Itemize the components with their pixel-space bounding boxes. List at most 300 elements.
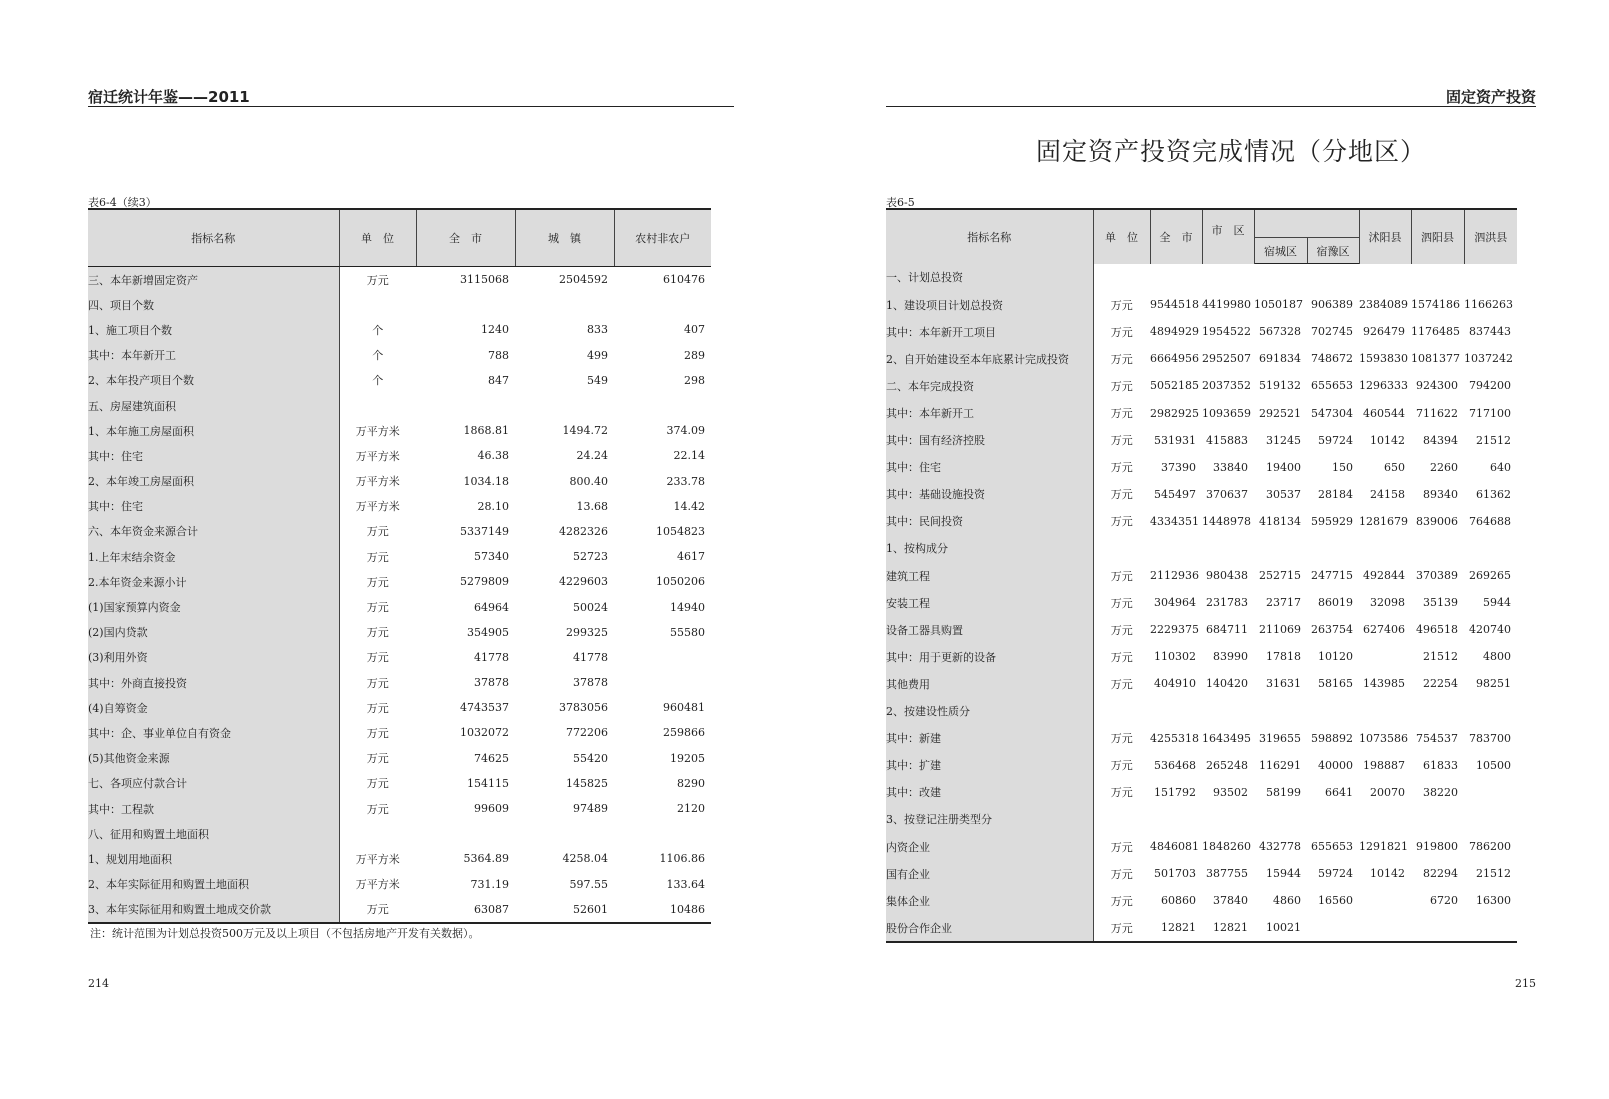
- cell-value: [1411, 535, 1464, 562]
- cell-value: [1464, 914, 1517, 942]
- table-row: [88, 746, 711, 771]
- row-unit: 万平方米: [355, 878, 400, 892]
- cell-value: 37878: [573, 676, 608, 690]
- cell-value: 35139: [1423, 596, 1458, 610]
- table-6-4-body: [88, 267, 711, 923]
- table-row: [88, 720, 711, 745]
- cell-value: 837443: [1469, 325, 1511, 339]
- cell-value: 1050187: [1254, 298, 1303, 312]
- cell-value: 12821: [1150, 914, 1202, 942]
- cell-value: 731.19: [470, 877, 509, 891]
- cell-value: 597.55: [569, 877, 608, 891]
- cell-value: 93502: [1213, 785, 1248, 799]
- cell-value: 2037352: [1202, 379, 1251, 393]
- cell-value: 2229375: [1150, 623, 1199, 637]
- cell-value: 89340: [1423, 487, 1458, 501]
- table-row: [886, 887, 1517, 914]
- cell-value: 640: [1490, 460, 1511, 474]
- cell-value: 595929: [1311, 514, 1353, 528]
- table-row: [88, 267, 711, 293]
- table-row: [886, 725, 1517, 752]
- row-label: 建筑工程: [886, 562, 1093, 589]
- cell-value: 52601: [515, 897, 614, 923]
- row-unit: 万元: [1110, 840, 1133, 854]
- row-label: (5)其他资金来源: [88, 746, 339, 771]
- cell-value: 1073586: [1359, 731, 1408, 745]
- table-row: [886, 264, 1517, 292]
- col-header-name: 指标名称: [886, 209, 1093, 264]
- cell-value: [1307, 264, 1359, 292]
- row-label: 四、项目个数: [88, 292, 339, 317]
- cell-value: [1202, 698, 1254, 725]
- cell-value: 627406: [1363, 623, 1405, 637]
- row-label: 其中：扩建: [886, 752, 1093, 779]
- row-unit: 万元: [1110, 786, 1133, 800]
- cell-value: [614, 821, 711, 846]
- cell-value: 31631: [1266, 677, 1301, 691]
- cell-value: 754537: [1416, 731, 1458, 745]
- cell-value: 140420: [1206, 677, 1248, 691]
- cell-value: 567328: [1259, 325, 1301, 339]
- row-unit: 万元: [1110, 867, 1133, 881]
- cell-value: 549: [587, 373, 608, 387]
- cell-value: 717100: [1469, 406, 1511, 420]
- cell-value: 1494.72: [562, 424, 608, 438]
- cell-value: 21512: [1476, 433, 1511, 447]
- cell-value: 63087: [416, 897, 515, 923]
- row-unit: 万元: [366, 273, 389, 287]
- cell-value: 98251: [1476, 677, 1511, 691]
- cell-value: [1411, 698, 1464, 725]
- cell-value: 418134: [1259, 514, 1301, 528]
- row-unit: 万元: [366, 752, 389, 766]
- cell-value: [1359, 806, 1411, 833]
- cell-value: [515, 821, 614, 846]
- cell-value: 61833: [1423, 758, 1458, 772]
- table-row: [886, 427, 1517, 454]
- cell-value: 247715: [1311, 569, 1353, 583]
- table-row: [88, 469, 711, 494]
- row-label: 二、本年完成投资: [886, 372, 1093, 399]
- table-row: [88, 343, 711, 368]
- cell-value: 97489: [573, 802, 608, 816]
- cell-value: [1464, 535, 1517, 562]
- cell-value: 28184: [1318, 487, 1353, 501]
- cell-value: [614, 645, 711, 670]
- yearbook-title: 宿迁统计年鉴——2011: [88, 88, 250, 106]
- cell-value: 4229603: [559, 575, 608, 589]
- row-label: 1、本年施工房屋面积: [88, 418, 339, 443]
- table-6-4: [88, 208, 711, 924]
- row-label: 1.上年末结余资金: [88, 544, 339, 569]
- row-unit: 万元: [1110, 325, 1133, 339]
- cell-value: 30537: [1266, 487, 1301, 501]
- row-unit: 万元: [366, 575, 389, 589]
- cell-value: 41778: [573, 650, 608, 664]
- table-row: [886, 562, 1517, 589]
- row-label: 3、按登记注册类型分: [886, 806, 1093, 833]
- cell-value: 58199: [1266, 785, 1301, 799]
- cell-value: [1307, 914, 1359, 942]
- page-number-left: 214: [88, 977, 109, 990]
- cell-value: 4860: [1273, 894, 1301, 908]
- row-label: 内资企业: [886, 833, 1093, 860]
- cell-value: 145825: [566, 776, 608, 790]
- table-row: [886, 508, 1517, 535]
- cell-value: [1150, 535, 1202, 562]
- cell-value: 1574186: [1411, 298, 1460, 312]
- cell-value: 31245: [1266, 433, 1301, 447]
- table-row: [886, 399, 1517, 426]
- row-unit: 万元: [1110, 650, 1133, 664]
- cell-value: 354905: [467, 625, 509, 639]
- cell-value: 16300: [1476, 894, 1511, 908]
- cell-value: 407: [684, 323, 705, 337]
- row-unit: [1093, 535, 1150, 562]
- row-label: 安装工程: [886, 589, 1093, 616]
- cell-value: 46.38: [477, 449, 509, 463]
- cell-value: 231783: [1206, 596, 1248, 610]
- cell-value: 499: [587, 348, 608, 362]
- row-unit: 万元: [366, 550, 389, 564]
- row-label: (4)自筹资金: [88, 695, 339, 720]
- cell-value: 21512: [1423, 650, 1458, 664]
- cell-value: 299325: [566, 625, 608, 639]
- page-number-right: 215: [1515, 977, 1536, 990]
- col-header-total: 全 市: [1150, 209, 1202, 264]
- cell-value: 980438: [1206, 569, 1248, 583]
- cell-value: 10021: [1254, 914, 1307, 942]
- table-header-row-1: [886, 209, 1517, 238]
- cell-value: 298: [684, 373, 705, 387]
- row-unit: 万平方米: [355, 449, 400, 463]
- left-page: [88, 0, 734, 1099]
- cell-value: 12821: [1202, 914, 1254, 942]
- cell-value: 547304: [1311, 406, 1353, 420]
- cell-value: 2260: [1430, 460, 1458, 474]
- row-label: 2、本年竣工房屋面积: [88, 469, 339, 494]
- cell-value: 1296333: [1359, 379, 1408, 393]
- row-unit: 万元: [366, 701, 389, 715]
- row-label: 其中：改建: [886, 779, 1093, 806]
- cell-value: 57340: [474, 550, 509, 564]
- cell-value: 198887: [1363, 758, 1405, 772]
- cell-value: 259866: [663, 726, 705, 740]
- row-unit: 万元: [1110, 379, 1133, 393]
- cell-value: 531931: [1154, 433, 1196, 447]
- right-page: [886, 0, 1536, 1099]
- table-row: [886, 643, 1517, 670]
- cell-value: [515, 292, 614, 317]
- cell-value: 5364.89: [463, 852, 509, 866]
- cell-value: 19205: [670, 751, 705, 765]
- row-unit: 万元: [366, 651, 389, 665]
- cell-value: 60860: [1161, 894, 1196, 908]
- cell-value: 10142: [1370, 867, 1405, 881]
- cell-value: 55420: [573, 751, 608, 765]
- table-row: [88, 494, 711, 519]
- cell-value: 2504592: [559, 273, 608, 287]
- cell-value: 41778: [474, 650, 509, 664]
- cell-value: 764688: [1469, 514, 1511, 528]
- table-row: [88, 796, 711, 821]
- cell-value: 2120: [677, 802, 705, 816]
- table-row: [886, 291, 1517, 318]
- table-note: 注：统计范围为计划总投资500万元及以上项目（不包括房地产开发有关数据）。: [90, 927, 480, 940]
- col-header-urban: 城 镇: [515, 209, 614, 267]
- cell-value: 4846081: [1150, 840, 1199, 854]
- row-unit: 万元: [1110, 298, 1133, 312]
- cell-value: 1643495: [1202, 731, 1251, 745]
- table-row: [886, 589, 1517, 616]
- cell-value: [1202, 806, 1254, 833]
- cell-value: 460544: [1363, 406, 1405, 420]
- table-row: [88, 544, 711, 569]
- cell-value: [1307, 535, 1359, 562]
- cell-value: [614, 670, 711, 695]
- cell-value: 9544518: [1150, 298, 1199, 312]
- table-6-5-body: [886, 264, 1517, 943]
- row-unit: 个: [372, 349, 384, 363]
- cell-value: 37840: [1213, 894, 1248, 908]
- cell-value: 1054823: [656, 524, 705, 538]
- cell-value: 906389: [1311, 298, 1353, 312]
- cell-value: 800.40: [569, 474, 608, 488]
- cell-value: 28.10: [477, 499, 509, 513]
- table-row: [886, 318, 1517, 345]
- cell-value: 143985: [1363, 677, 1405, 691]
- cell-value: 387755: [1206, 867, 1248, 881]
- cell-value: [1464, 779, 1517, 806]
- cell-value: 133.64: [666, 877, 705, 891]
- cell-value: 3115068: [460, 273, 509, 287]
- cell-value: [1359, 264, 1411, 292]
- cell-value: 655653: [1311, 840, 1353, 854]
- cell-value: 22.14: [673, 449, 705, 463]
- cell-value: 265248: [1206, 758, 1248, 772]
- row-unit: 个: [372, 323, 384, 337]
- row-label: 其中：本年新开工项目: [886, 318, 1093, 345]
- cell-value: 420740: [1469, 623, 1511, 637]
- cell-value: 370637: [1206, 487, 1248, 501]
- col-header-sihong: 泗洪县: [1464, 209, 1517, 264]
- cell-value: 37390: [1161, 460, 1196, 474]
- col-header-unit: 单 位: [339, 209, 416, 267]
- cell-value: 4617: [677, 550, 705, 564]
- cell-value: [1307, 806, 1359, 833]
- row-label: (1)国家预算内资金: [88, 594, 339, 619]
- cell-value: 37878: [474, 676, 509, 690]
- row-label: 1、按构成分: [886, 535, 1093, 562]
- cell-value: 10500: [1476, 758, 1511, 772]
- cell-value: [416, 393, 515, 418]
- row-unit: 万平方米: [355, 424, 400, 438]
- cell-value: 319655: [1259, 731, 1301, 745]
- cell-value: 960481: [663, 701, 705, 715]
- row-label: 八、征用和购置土地面积: [88, 821, 339, 846]
- cell-value: 370389: [1416, 569, 1458, 583]
- cell-value: [614, 292, 711, 317]
- table-row: [886, 752, 1517, 779]
- table-row: [886, 698, 1517, 725]
- cell-value: [416, 821, 515, 846]
- cell-value: 1868.81: [463, 424, 509, 438]
- cell-value: [1359, 698, 1411, 725]
- cell-value: 6664956: [1150, 352, 1199, 366]
- cell-value: 99609: [474, 802, 509, 816]
- col-header-urban-sub-spacer: [1254, 209, 1359, 238]
- cell-value: 847: [488, 373, 509, 387]
- row-label: 其中：本年新开工: [886, 399, 1093, 426]
- cell-value: 21512: [1476, 867, 1511, 881]
- cell-value: 4419980: [1202, 298, 1251, 312]
- row-unit: 万元: [339, 897, 416, 923]
- cell-value: [1307, 698, 1359, 725]
- row-label: 1、规划用地面积: [88, 846, 339, 871]
- cell-value: [1359, 535, 1411, 562]
- cell-value: 40000: [1318, 758, 1353, 772]
- row-label: 1、建设项目计划总投资: [886, 291, 1093, 318]
- cell-value: 501703: [1154, 867, 1196, 881]
- row-unit: 万元: [366, 601, 389, 615]
- table-row: [886, 372, 1517, 399]
- row-label: 五、房屋建筑面积: [88, 393, 339, 418]
- cell-value: [1411, 264, 1464, 292]
- col-header-sucheng: 宿城区: [1254, 238, 1307, 264]
- cell-value: 519132: [1259, 379, 1301, 393]
- cell-value: 4255318: [1150, 731, 1199, 745]
- cell-value: 6720: [1430, 894, 1458, 908]
- table-6-5: [886, 208, 1517, 943]
- cell-value: [1254, 698, 1307, 725]
- row-label: 3、本年实际征用和购置土地成交价款: [88, 897, 339, 923]
- cell-value: 545497: [1154, 487, 1196, 501]
- cell-value: 252715: [1259, 569, 1301, 583]
- row-label: 其中：本年新开工: [88, 343, 339, 368]
- table-row: [88, 443, 711, 468]
- row-label: 其中：用于更新的设备: [886, 643, 1093, 670]
- cell-value: 1081377: [1411, 352, 1460, 366]
- cell-value: [1150, 264, 1202, 292]
- col-header-total: 全 市: [416, 209, 515, 267]
- cell-value: 374.09: [666, 424, 705, 438]
- cell-value: 55580: [670, 625, 705, 639]
- cell-value: 20070: [1370, 785, 1405, 799]
- cell-value: 151792: [1154, 785, 1196, 799]
- running-head-left: [88, 84, 734, 107]
- table-row: [886, 454, 1517, 481]
- cell-value: 8290: [677, 776, 705, 790]
- row-unit: 万元: [366, 802, 389, 816]
- cell-value: 1954522: [1202, 325, 1251, 339]
- cell-value: 691834: [1259, 352, 1301, 366]
- cell-value: 788: [488, 348, 509, 362]
- cell-value: [1202, 264, 1254, 292]
- cell-value: 833: [587, 323, 608, 337]
- cell-value: 4258.04: [562, 852, 608, 866]
- cell-value: 415883: [1206, 433, 1248, 447]
- cell-value: 772206: [566, 726, 608, 740]
- row-unit: [339, 393, 416, 418]
- cell-value: 23717: [1266, 596, 1301, 610]
- cell-value: 655653: [1311, 379, 1353, 393]
- row-unit: 万元: [1110, 434, 1133, 448]
- row-unit: 万元: [366, 626, 389, 640]
- table-row: [88, 897, 711, 923]
- cell-value: [1150, 806, 1202, 833]
- row-unit: 万平方米: [355, 475, 400, 489]
- cell-value: 536468: [1154, 758, 1196, 772]
- cell-value: 1448978: [1202, 514, 1251, 528]
- cell-value: 4282326: [559, 524, 608, 538]
- table-row: [88, 670, 711, 695]
- col-header-siyang: 泗阳县: [1411, 209, 1464, 264]
- cell-value: 64964: [474, 600, 509, 614]
- cell-value: 269265: [1469, 569, 1511, 583]
- table-row: [88, 368, 711, 393]
- cell-value: 14940: [670, 600, 705, 614]
- cell-value: 5337149: [460, 524, 509, 538]
- table-row: [886, 833, 1517, 860]
- cell-value: 1037242: [1464, 352, 1513, 366]
- row-label: 一、计划总投资: [886, 264, 1093, 292]
- row-label: 2、本年实际征用和购置土地面积: [88, 872, 339, 897]
- table-row: [88, 846, 711, 871]
- table-row: [88, 519, 711, 544]
- row-label: 2.本年资金来源小计: [88, 569, 339, 594]
- table-row: [88, 393, 711, 418]
- row-label: 1、施工项目个数: [88, 317, 339, 342]
- cell-value: 1166263: [1464, 298, 1513, 312]
- row-label: 集体企业: [886, 887, 1093, 914]
- cell-value: 684711: [1206, 623, 1248, 637]
- cell-value: [515, 393, 614, 418]
- cell-value: 2112936: [1150, 569, 1199, 583]
- row-unit: 万元: [1110, 461, 1133, 475]
- cell-value: [1150, 698, 1202, 725]
- col-header-rural: 农村非农户: [614, 209, 711, 267]
- cell-value: 1281679: [1359, 514, 1408, 528]
- cell-value: 4894929: [1150, 325, 1199, 339]
- cell-value: 496518: [1416, 623, 1458, 637]
- running-head-right: [886, 84, 1536, 107]
- table-label-6-4: 表6-4（续3）: [88, 196, 157, 209]
- cell-value: [1464, 264, 1517, 292]
- col-header-shuyang: 沭阳县: [1359, 209, 1411, 264]
- cell-value: 610476: [663, 273, 705, 287]
- cell-value: [1254, 535, 1307, 562]
- table-row: [88, 292, 711, 317]
- cell-value: 926479: [1363, 325, 1405, 339]
- cell-value: 33840: [1213, 460, 1248, 474]
- row-label: 2、本年投产项目个数: [88, 368, 339, 393]
- cell-value: 10486: [614, 897, 711, 923]
- table-row: [886, 345, 1517, 372]
- row-unit: [1093, 698, 1150, 725]
- cell-value: [1411, 914, 1464, 942]
- cell-value: 17818: [1266, 650, 1301, 664]
- row-label: 其中：工程款: [88, 796, 339, 821]
- cell-value: 24.24: [576, 449, 608, 463]
- section-title: 固定资产投资: [1445, 88, 1536, 106]
- cell-value: 10142: [1370, 433, 1405, 447]
- cell-value: 5279809: [460, 575, 509, 589]
- row-label: 设备工器具购置: [886, 616, 1093, 643]
- row-label: 2、自开始建设至本年底累计完成投资: [886, 345, 1093, 372]
- cell-value: 748672: [1311, 352, 1353, 366]
- cell-value: 711622: [1416, 406, 1458, 420]
- cell-value: 289: [684, 348, 705, 362]
